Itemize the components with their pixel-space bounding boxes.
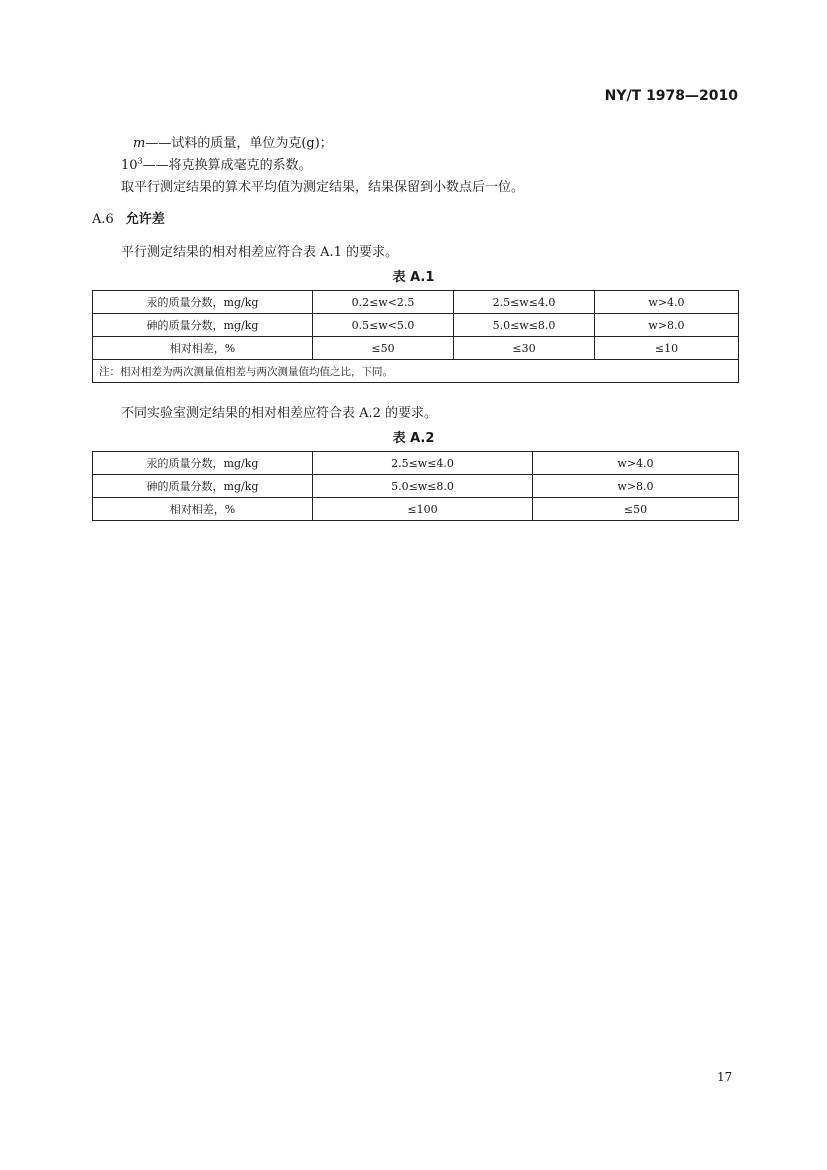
table1-caption: 表 A.1 [392,270,435,285]
table-cell: ≤30 [454,337,595,360]
paragraph-interlab: 不同实验室测定结果的相对相差应符合表 A.2 的要求。 [121,406,438,421]
table-cell: w>8.0 [533,475,739,498]
section-number: A.6 [92,212,114,227]
table-a2 [92,451,739,521]
table-cell: ≤50 [533,498,739,521]
symbol-m: m [133,136,146,151]
table-cell: 5.0≤w≤8.0 [313,475,533,498]
table1-note: 注：相对相差为两次测量值相差与两次测量值均值之比，下同。 [93,360,739,383]
table-row [93,314,739,337]
table-cell: ≤10 [595,337,739,360]
section-title: 允许差 [125,212,165,227]
table-cell: 5.0≤w≤8.0 [454,314,595,337]
definition-ten-text: ——将克换算成毫克的系数。 [142,158,312,173]
table-row [93,475,739,498]
table-cell: 汞的质量分数，mg/kg [93,452,313,475]
section-heading [92,208,165,227]
definition-ten-cubed [121,154,312,173]
table-a1 [92,290,739,383]
symbol-ten: 10 [121,158,138,173]
table-cell: 相对相差，% [93,498,313,521]
table-row [93,337,739,360]
table-cell: 2.5≤w≤4.0 [313,452,533,475]
table-cell: 汞的质量分数，mg/kg [93,291,313,314]
definition-m [133,132,333,151]
table-cell: 2.5≤w≤4.0 [454,291,595,314]
paragraph-average: 取平行测定结果的算术平均值为测定结果，结果保留到小数点后一位。 [121,180,525,195]
table-cell: w>4.0 [533,452,739,475]
symbol-exponent: 3 [137,156,143,166]
table-cell: 砷的质量分数，mg/kg [93,314,313,337]
definition-m-text: ——试料的质量，单位为克(g)； [145,136,333,151]
table-cell: 0.5≤w<5.0 [313,314,454,337]
table-cell: 0.2≤w<2.5 [313,291,454,314]
table-cell: 砷的质量分数，mg/kg [93,475,313,498]
table-cell: ≤50 [313,337,454,360]
table-cell: ≤100 [313,498,533,521]
table-cell: w>4.0 [595,291,739,314]
table-row [93,452,739,475]
table2-caption: 表 A.2 [392,431,435,446]
table-cell: w>8.0 [595,314,739,337]
document-code: NY/T 1978—2010 [604,88,738,104]
table-row [93,360,739,383]
paragraph-parallel: 平行测定结果的相对相差应符合表 A.1 的要求。 [121,245,399,260]
table-row [93,291,739,314]
page-number: 17 [717,1070,733,1084]
table-cell: 相对相差，% [93,337,313,360]
table-row [93,498,739,521]
